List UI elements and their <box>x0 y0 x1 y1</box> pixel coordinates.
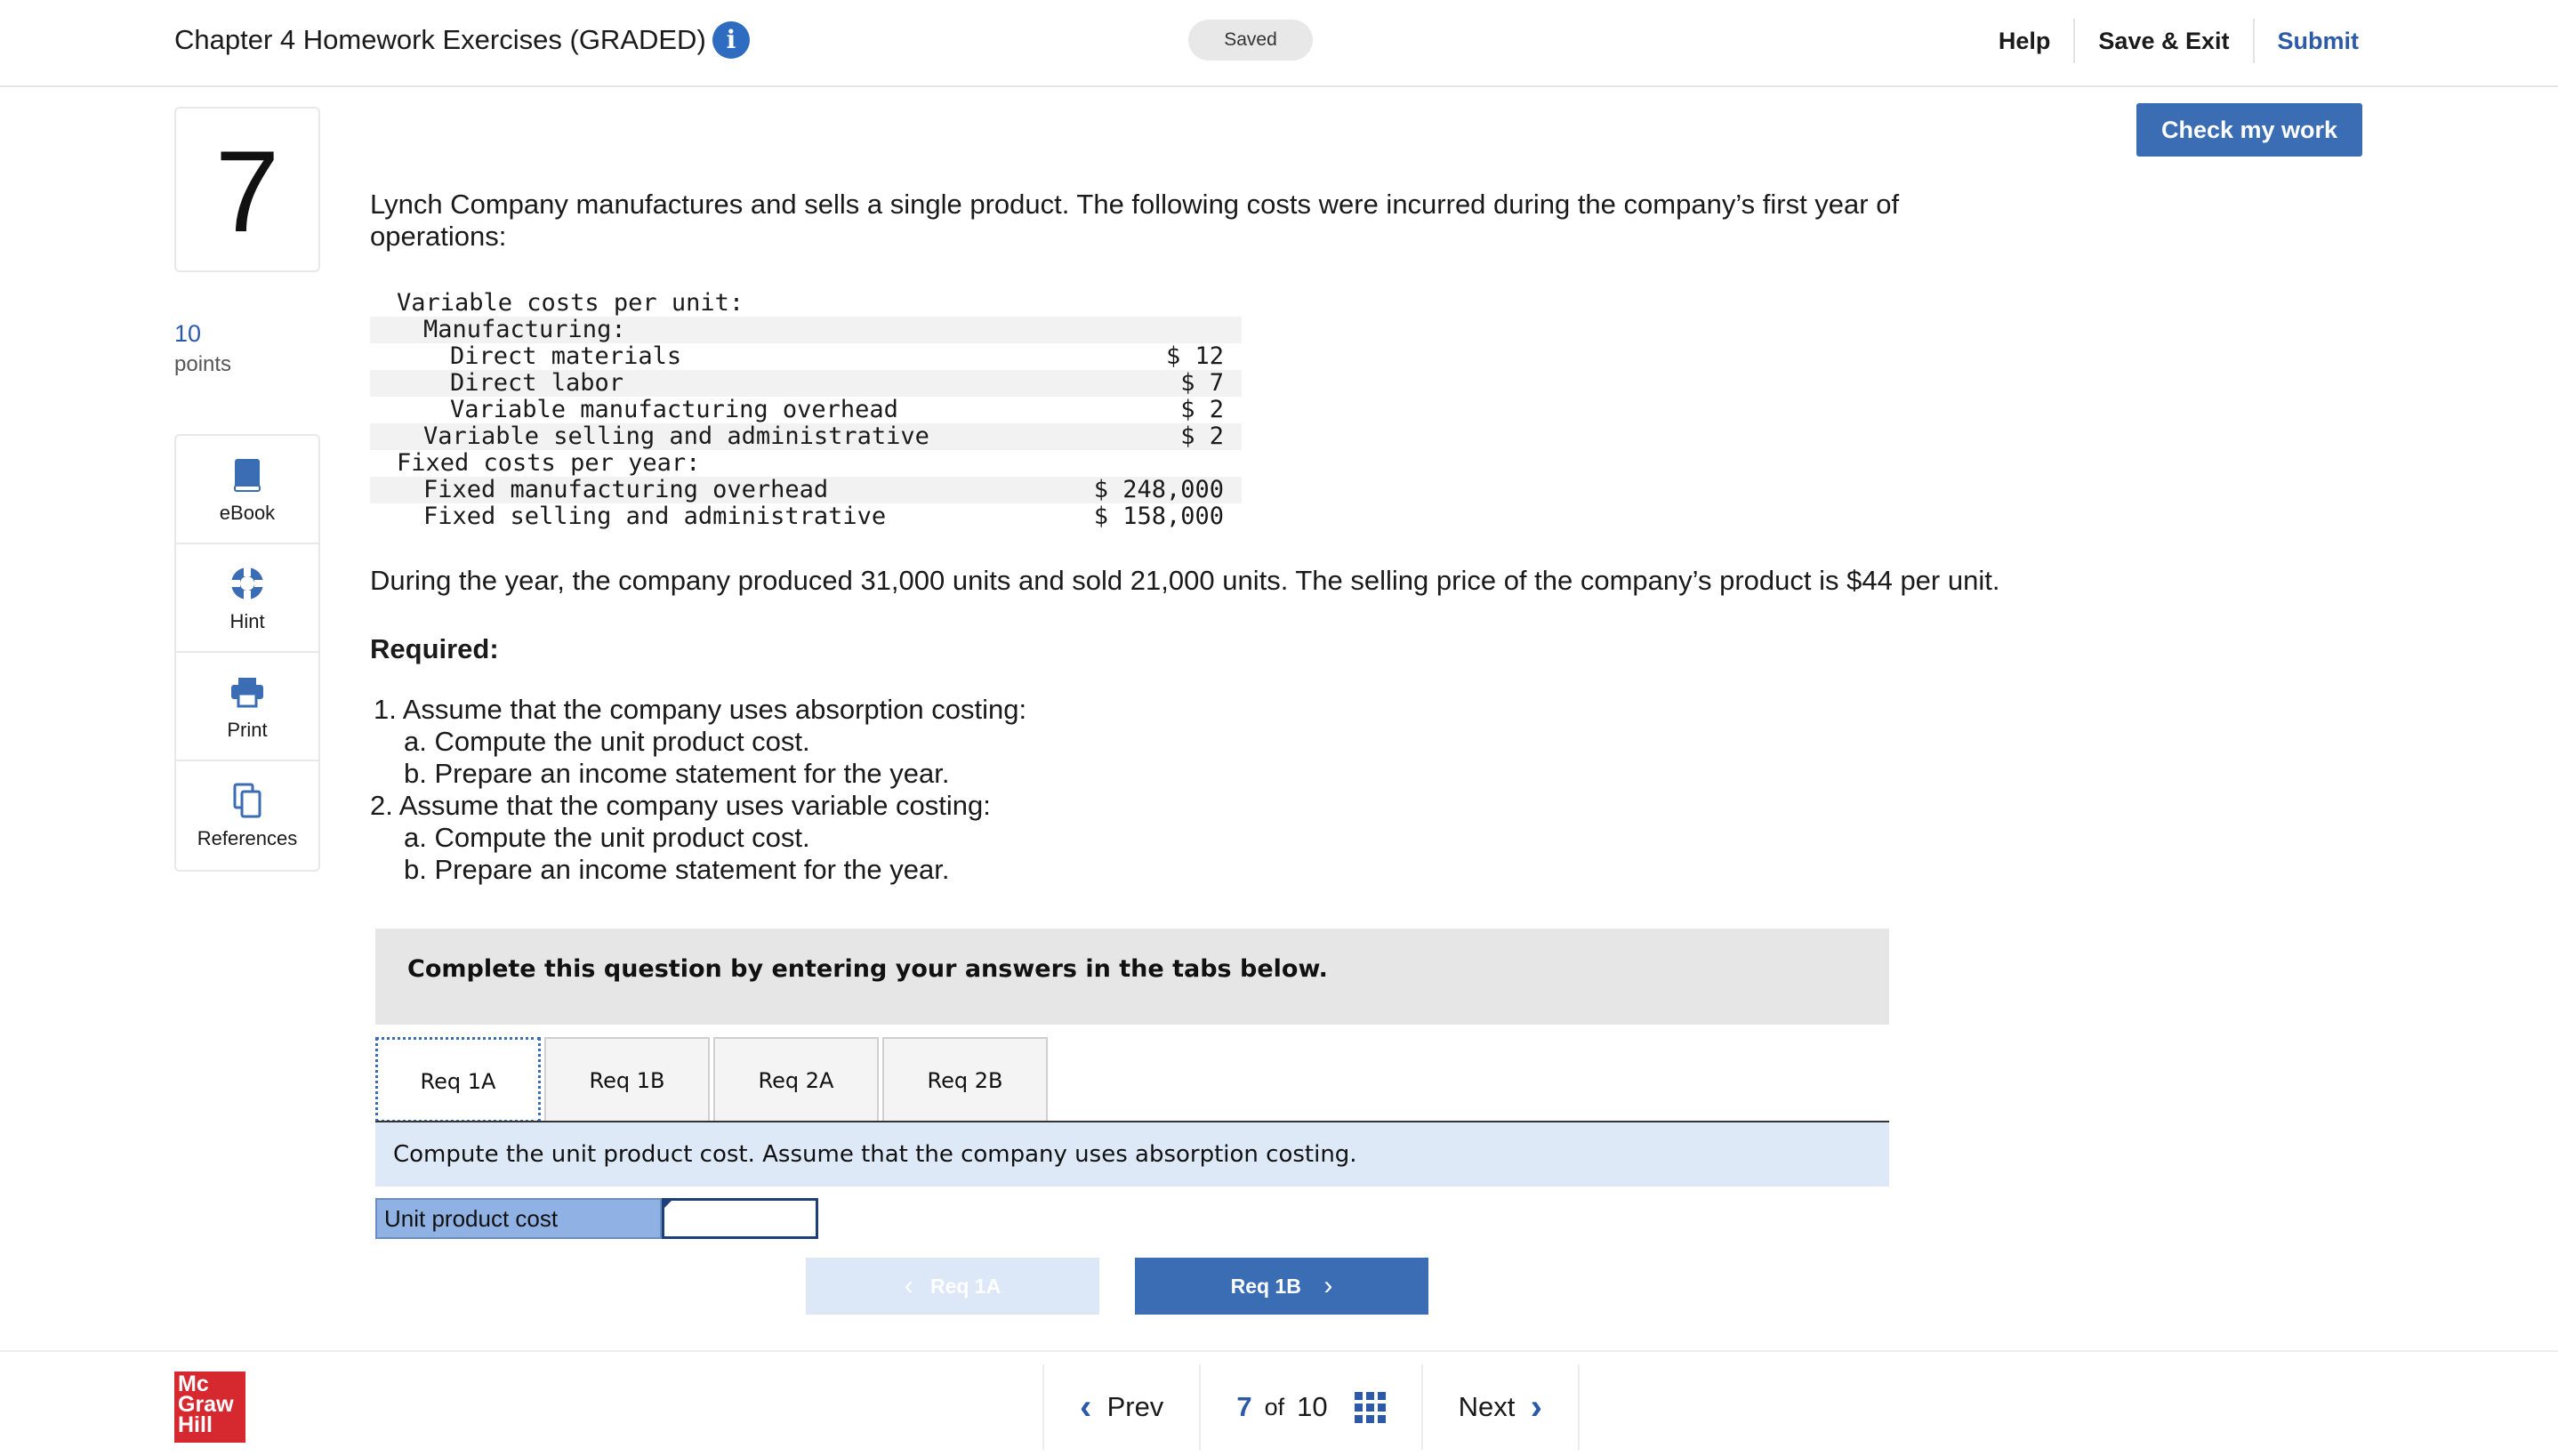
cost-value: $ 248,000 <box>1093 476 1224 503</box>
saved-status-badge: Saved <box>1188 20 1313 60</box>
printer-icon <box>228 672 267 712</box>
save-exit-link[interactable]: Save & Exit <box>2098 28 2230 54</box>
next-label: Next <box>1458 1391 1516 1422</box>
prev-question-button[interactable] <box>1044 1364 1199 1450</box>
cost-row <box>370 450 1242 477</box>
prev-tab-button[interactable] <box>806 1258 1099 1315</box>
print-label: Print <box>227 719 268 741</box>
question-narrative: During the year, the company produced 31,000 units and sold 21,000 units. The selling price of the company’s product is $44 per unit. <box>370 565 2000 596</box>
points-value: 10 <box>174 320 202 347</box>
required-heading: Required: <box>370 633 499 664</box>
instruction-box <box>375 929 1889 1025</box>
prev-label: Prev <box>1106 1391 1164 1422</box>
requirement-tabs <box>375 1037 1051 1122</box>
question-number: 7 <box>174 107 320 272</box>
unit-product-cost-input[interactable] <box>662 1198 818 1239</box>
answer-label: Unit product cost <box>375 1198 662 1239</box>
required-item: a. Compute the unit product cost. <box>404 726 810 757</box>
points-label: points <box>174 352 232 376</box>
logo-line: Hill <box>178 1412 213 1437</box>
cost-row <box>370 370 1242 397</box>
tab-req-2b[interactable]: Req 2B <box>882 1037 1048 1122</box>
required-item: b. Prepare an income statement for the year. <box>404 758 950 789</box>
hint-button[interactable] <box>176 544 318 653</box>
lifebuoy-icon <box>228 564 267 603</box>
cost-row <box>370 317 1242 343</box>
next-tab-label: Req 1B <box>1230 1275 1301 1298</box>
chevron-right-icon: › <box>1530 1387 1542 1427</box>
cost-label: Fixed costs per year: <box>397 449 701 477</box>
cost-table <box>370 290 1242 530</box>
next-tab-button[interactable] <box>1135 1258 1428 1315</box>
check-my-work-button[interactable]: Check my work <box>2136 103 2362 157</box>
cost-label: Manufacturing: <box>423 316 626 343</box>
current-question: 7 <box>1236 1391 1252 1422</box>
cost-value: $ 7 <box>1180 369 1224 397</box>
help-link[interactable]: Help <box>1998 28 2051 54</box>
total-questions: 10 <box>1297 1391 1328 1422</box>
required-item: 1. Assume that the company uses absorption costing: <box>374 694 1027 725</box>
info-icon[interactable]: i <box>712 21 750 59</box>
next-question-button[interactable] <box>1423 1364 1578 1450</box>
prev-tab-label: Req 1A <box>929 1275 1001 1298</box>
cost-label: Variable manufacturing overhead <box>450 396 898 423</box>
cost-row <box>370 423 1242 450</box>
logo-line: Graw <box>178 1392 234 1417</box>
input-corner-marker <box>664 1200 672 1209</box>
mcgraw-hill-logo <box>174 1372 245 1443</box>
required-list <box>370 694 1026 886</box>
cost-value: $ 2 <box>1180 422 1224 450</box>
copy-icon <box>228 781 267 820</box>
required-item: 2. Assume that the company uses variable costing: <box>370 790 991 821</box>
references-label: References <box>197 827 298 849</box>
cost-label: Variable selling and administrative <box>423 422 929 450</box>
cost-row <box>370 343 1242 370</box>
hint-label: Hint <box>229 610 265 632</box>
print-button[interactable] <box>176 653 318 761</box>
assignment-title: Chapter 4 Homework Exercises (GRADED) <box>174 24 706 55</box>
chevron-left-icon: ‹ <box>904 1271 913 1300</box>
question-selector[interactable] <box>1201 1364 1420 1450</box>
submit-link[interactable]: Submit <box>2277 28 2359 54</box>
top-bar <box>0 0 2558 87</box>
tab-req-1a[interactable]: Req 1A <box>375 1037 541 1122</box>
chevron-right-icon: › <box>1323 1271 1333 1300</box>
required-item: b. Prepare an income statement for the year. <box>404 854 950 885</box>
cost-label: Variable costs per unit: <box>397 289 744 317</box>
cost-label: Fixed selling and administrative <box>423 503 887 530</box>
cost-label: Fixed manufacturing overhead <box>423 476 829 503</box>
cost-row <box>370 397 1242 423</box>
cost-value: $ 2 <box>1180 396 1224 423</box>
cost-row <box>370 477 1242 503</box>
of-label: of <box>1264 1393 1285 1420</box>
tools-panel <box>174 434 320 872</box>
question-intro: Lynch Company manufactures and sells a single product. The following costs were incurred during the company’s first year of operations: <box>370 189 1900 252</box>
cost-value: $ 12 <box>1165 342 1224 370</box>
cost-value: $ 158,000 <box>1093 503 1224 530</box>
required-item: a. Compute the unit product cost. <box>404 822 810 853</box>
logo-line: Mc <box>178 1372 209 1396</box>
cost-label: Direct labor <box>450 369 624 397</box>
answer-row <box>375 1198 818 1239</box>
task-text: Compute the unit product cost. Assume that the company uses absorption costing. <box>393 1141 1357 1168</box>
ebook-label: eBook <box>219 502 276 524</box>
task-instruction <box>375 1122 1889 1187</box>
cost-label: Direct materials <box>450 342 682 370</box>
book-icon <box>228 455 267 495</box>
cost-row <box>370 290 1242 317</box>
references-button[interactable] <box>176 761 318 870</box>
cost-row <box>370 503 1242 530</box>
chevron-left-icon: ‹ <box>1080 1387 1092 1427</box>
header-actions <box>1975 23 2359 59</box>
question-pager <box>1042 1364 1580 1450</box>
ebook-button[interactable] <box>176 436 318 544</box>
tab-req-2a[interactable]: Req 2A <box>713 1037 879 1122</box>
footer-bar <box>0 1350 2558 1456</box>
instruction-text: Complete this question by entering your answers in the tabs below. <box>407 955 1328 983</box>
grid-icon <box>1355 1392 1386 1423</box>
tab-req-1b[interactable]: Req 1B <box>544 1037 710 1122</box>
